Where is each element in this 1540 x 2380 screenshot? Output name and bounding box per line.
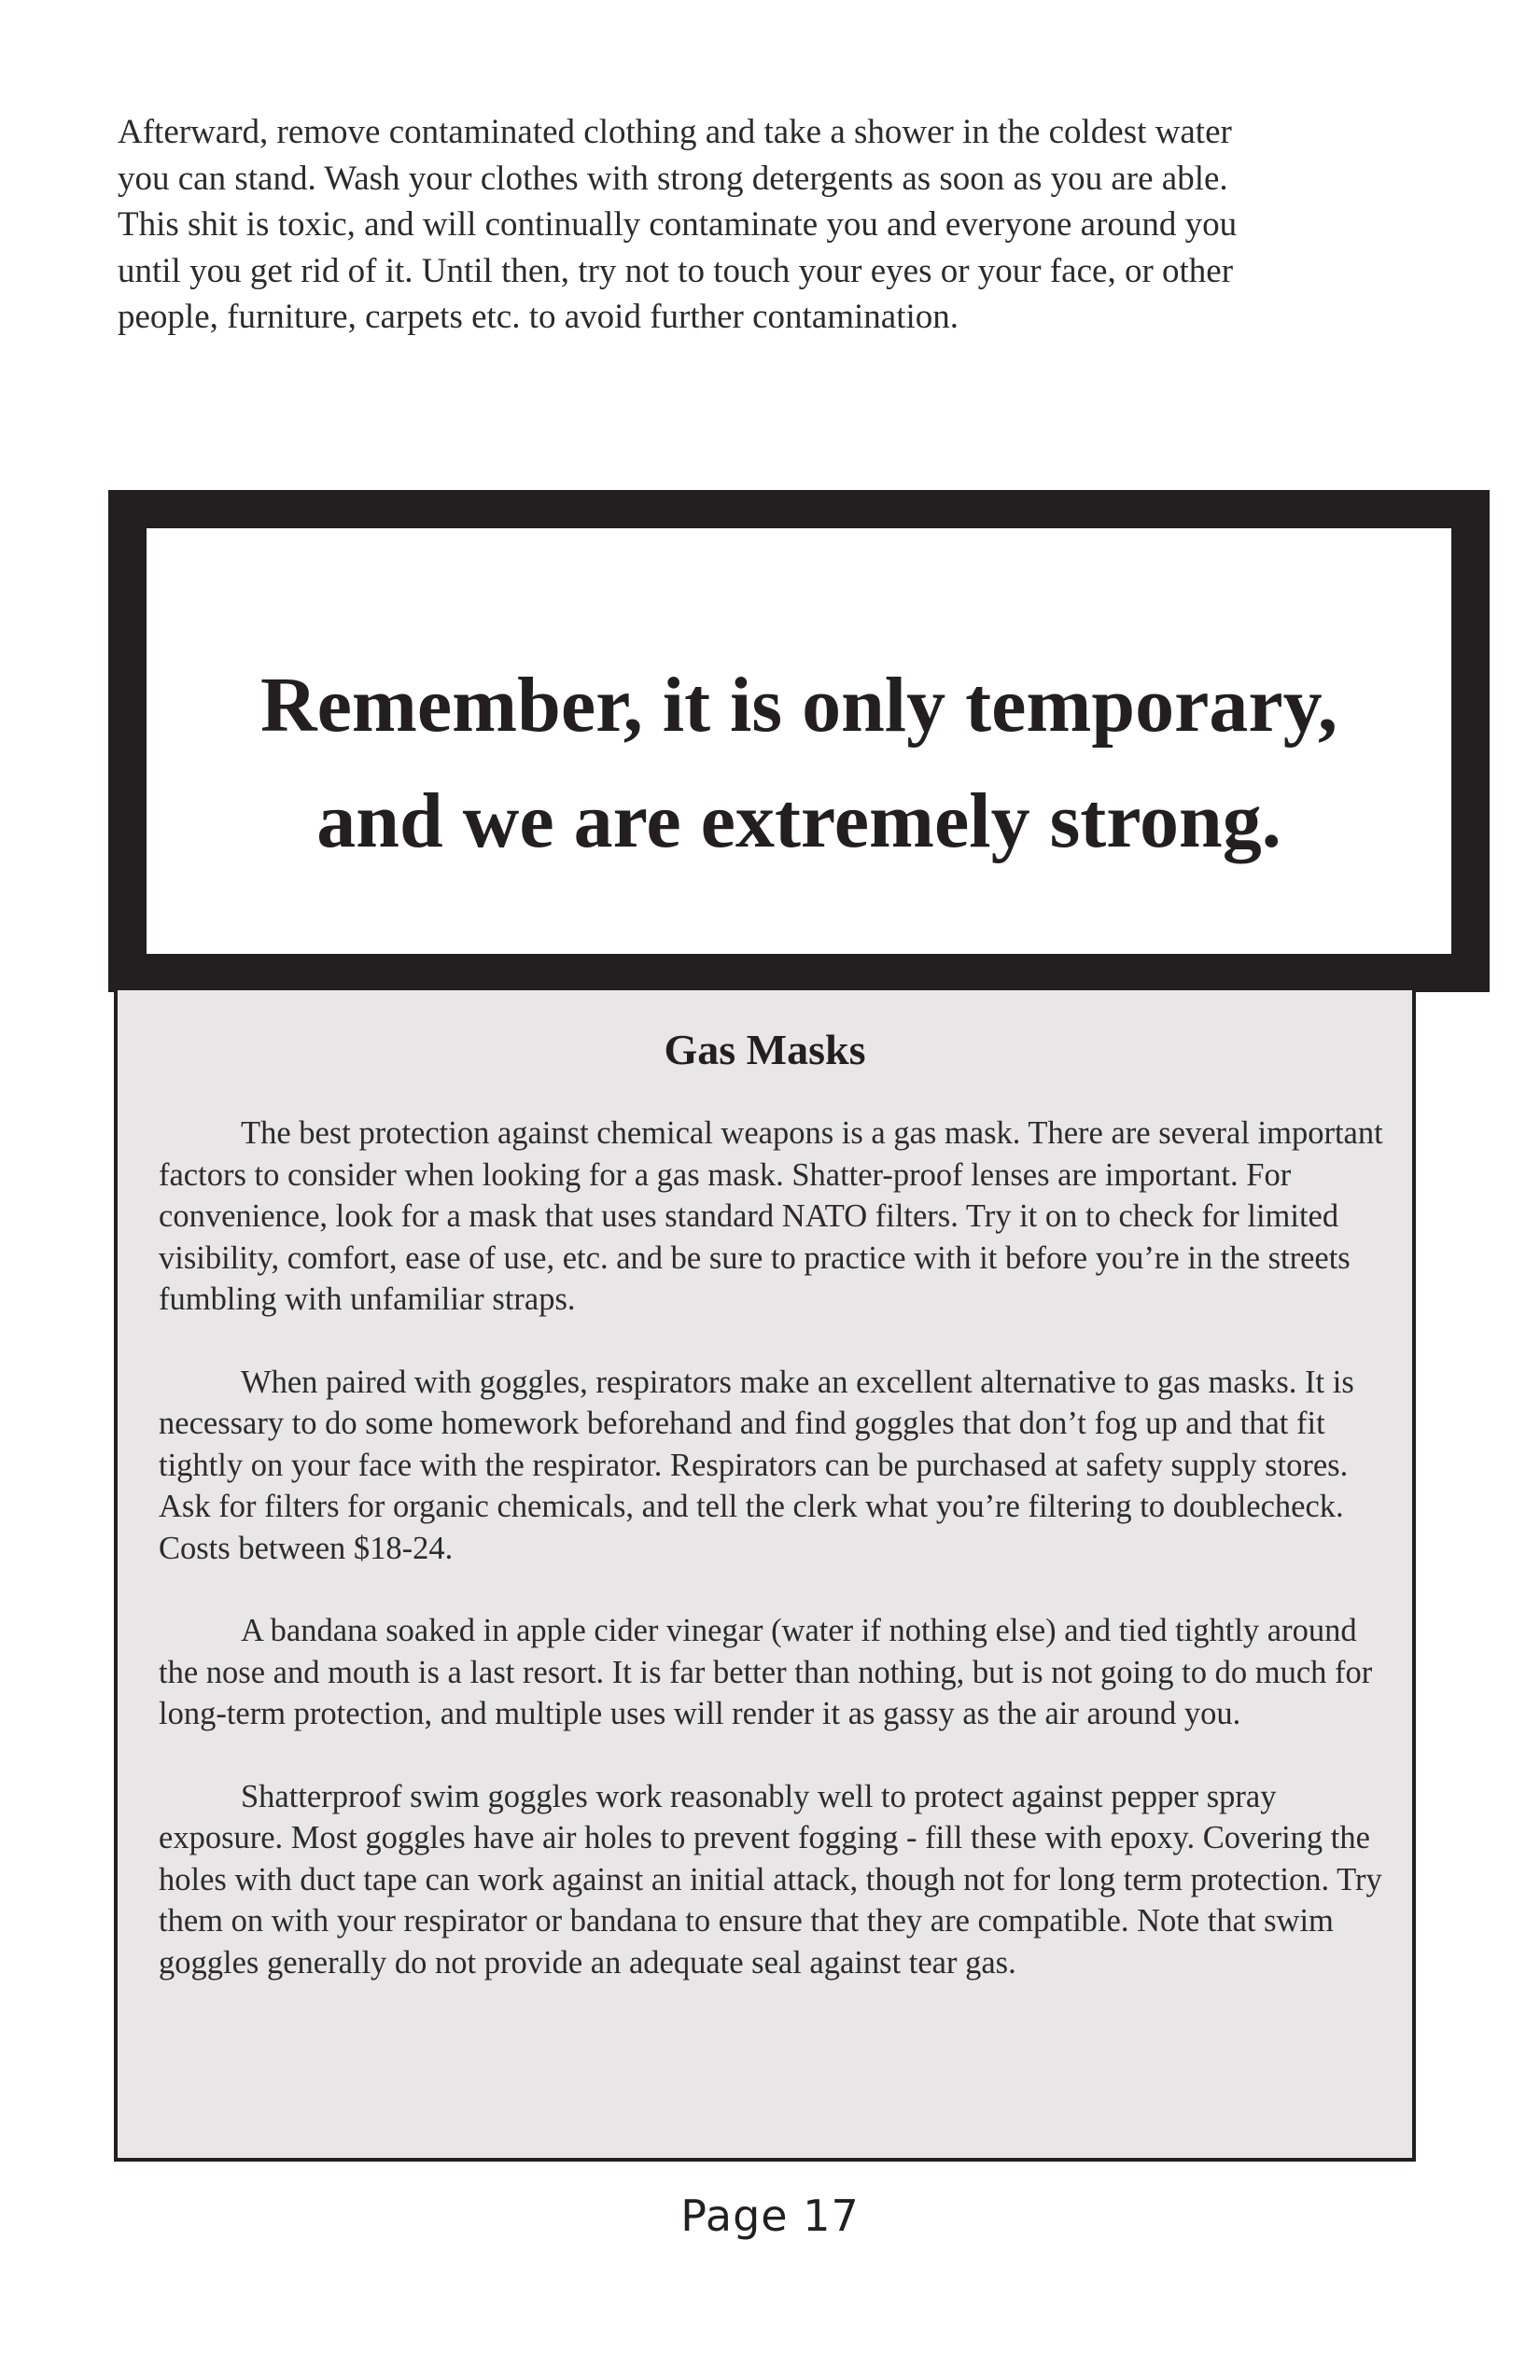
intro-line: Afterward, remove contaminated clothing and take a shower in the coldest water [118,113,1232,151]
sidebar-title: Gas Masks [664,1026,866,1073]
sidebar-paragraph: When paired with goggles, respirators make an excellent alternative to gas masks. It is necessary to do some homework beforehand and find goggles that don’t fog up and that fit tightly on your face with the respirator. Respirators can be purchased at safety supply stores. Ask for filters for organic chemicals, and tell the clerk what you’re filtering to doublecheck. Costs between $18-24. [159,1364,1354,1566]
sidebar-paragraph: A bandana soaked in apple cider vinegar (water if nothing else) and tied tightly around the nose and mouth is a last resort. It is far better than nothing, but is not going to do much for long-term protection, and multiple uses will render it as gassy as the air around you. [159,1613,1373,1731]
gas-masks-sidebar [114,987,1416,2162]
intro-line: people, furniture, carpets etc. to avoid further contamination. [118,298,959,336]
intro-line: This shit is toxic, and will continually contaminate you and everyone around you [118,205,1238,244]
callout-text [147,648,1451,879]
intro-paragraph [118,109,1424,341]
callout-line-2: and we are extremely strong. [316,777,1281,864]
sidebar-paragraph: Shatterproof swim goggles work reasonably well to protect against pepper spray exposure. Most goggles have air holes to prevent fogging - fill these with epoxy. Covering the holes with duct tape can work against an initial attack, though not for long term protection. Try them on with your respirator or bandana to ensure that they are compatible. Note that swim goggles generally do not provide an adequate seal against tear gas. [159,1778,1382,1981]
sidebar-paragraph: The best protection against chemical weapons is a gas mask. There are several important factors to consider when looking for a gas mask. Shatter-proof lenses are important. For convenience, look for a mask that uses standard NATO filters. Try it on to check for limited visibility, comfort, ease of use, etc. and be sure to practice with it before you’re in the streets fumbling with unfamiliar straps. [159,1115,1383,1317]
callout-box [108,490,1490,992]
callout-line-1: Remember, it is only temporary, [259,662,1337,749]
page-number: Page 17 [680,2191,860,2241]
sidebar-body [159,1113,1400,2024]
intro-line: until you get rid of it. Until then, try not to touch your eyes or your face, or other [118,251,1234,290]
intro-line: you can stand. Wash your clothes with strong detergents as soon as you are able. [118,159,1228,198]
